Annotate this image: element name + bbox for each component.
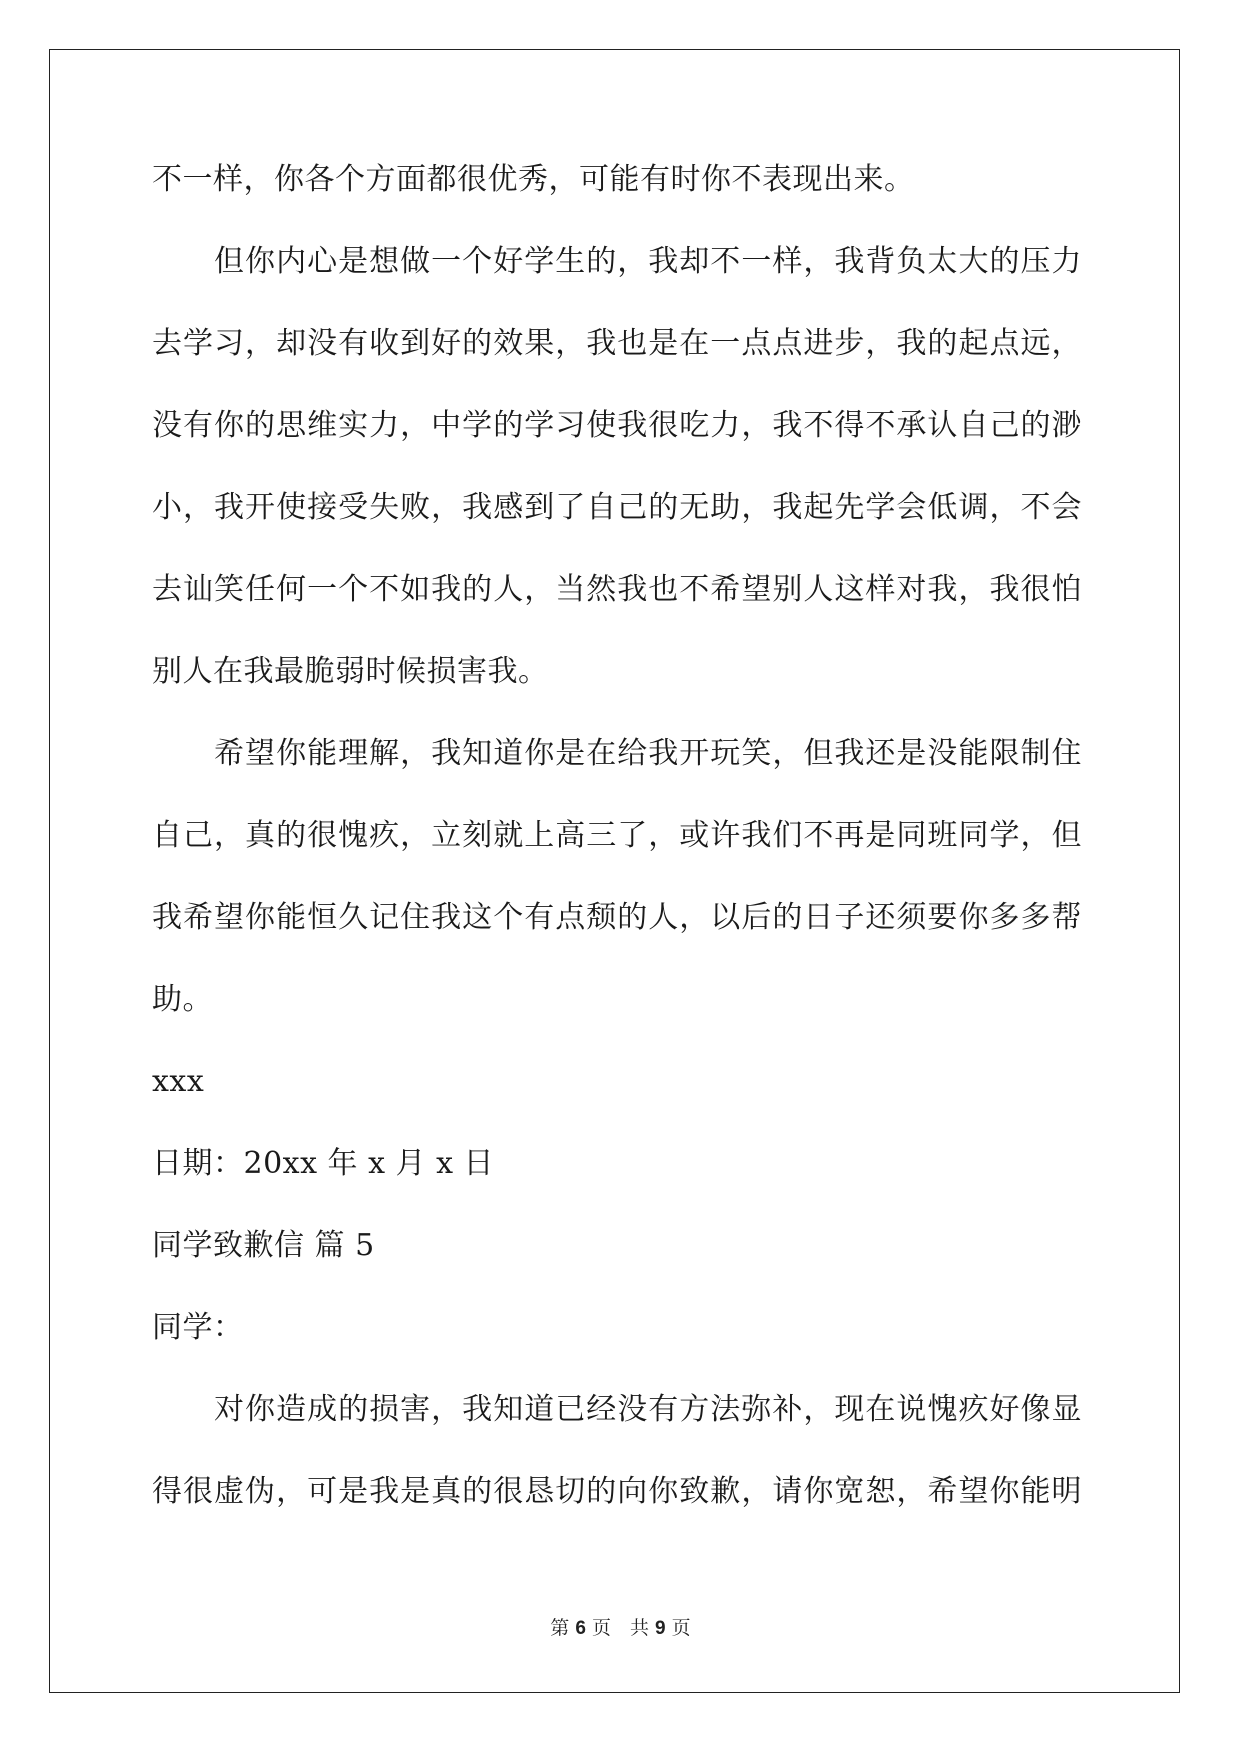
text-line: 去学习，却没有收到好的效果，我也是在一点点进步，我的起点远， [152,326,1082,361]
text-line: 小，我开使接受失败，我感到了自己的无助，我起先学会低调，不会 [152,490,1082,525]
text-line: 不一样，你各个方面都很优秀，可能有时你不表现出来。 [152,162,915,197]
footer-suffix: 页 [671,1617,691,1639]
text-line: 我希望你能恒久记住我这个有点颓的人，以后的日子还须要你多多帮 [152,900,1082,935]
text-line: 但你内心是想做一个好学生的，我却不一样，我背负太大的压力 [152,244,1082,279]
text-line: 没有你的思维实力，中学的学习使我很吃力，我不得不承认自己的渺 [152,408,1082,443]
text-line: 去讪笑任何一个不如我的人，当然我也不希望别人这样对我，我很怕 [152,572,1082,607]
page-footer [0,1616,1241,1641]
page-border [49,49,1180,1693]
text-line: 别人在我最脆弱时候损害我。 [152,654,549,689]
total-pages-number: 9 [655,1618,666,1639]
current-page-number: 6 [575,1618,586,1639]
date-line: 日期：20xx 年 x 月 x 日 [152,1146,495,1181]
text-line: 希望你能理解，我知道你是在给我开玩笑，但我还是没能限制住 [152,736,1082,771]
text-line: 得很虚伪，可是我是真的很恳切的向你致歉，请你宽恕，希望你能明 [152,1474,1082,1509]
text-line: 对你造成的损害，我知道已经没有方法弥补，现在说愧疚好像显 [152,1392,1082,1427]
footer-middle: 页 共 [591,1617,649,1639]
footer-prefix: 第 [550,1617,570,1639]
text-line: 自己，真的很愧疚，立刻就上高三了，或许我们不再是同班同学，但 [152,818,1082,853]
section-heading: 同学致歉信 篇 5 [152,1228,375,1263]
salutation: 同学： [152,1310,244,1345]
signature: xxx [152,1064,205,1099]
text-line: 助。 [152,982,213,1017]
